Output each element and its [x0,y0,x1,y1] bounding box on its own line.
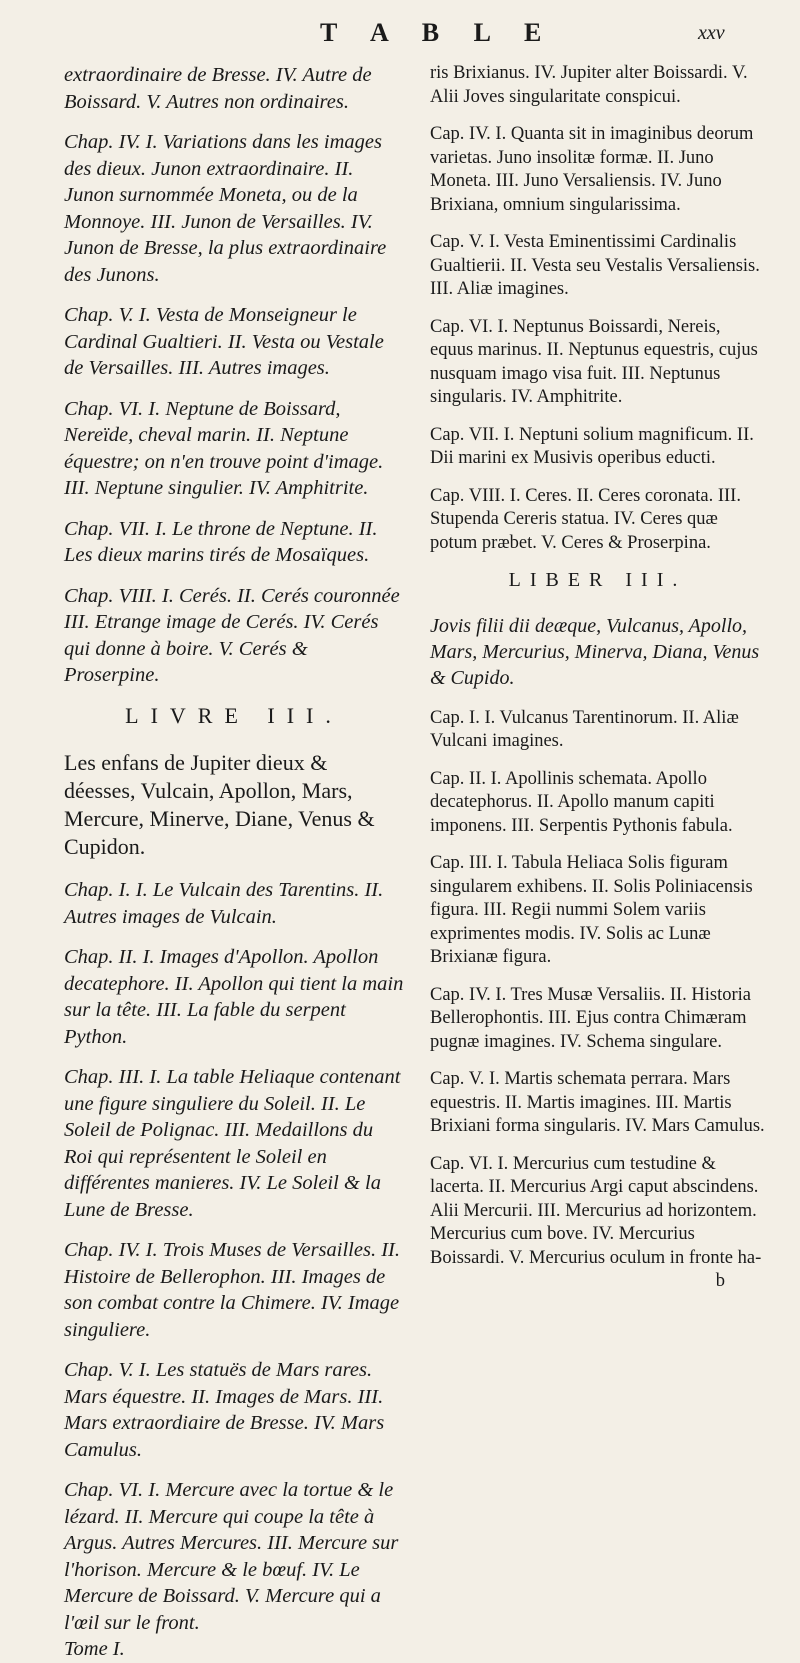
entry-liber3-cap-2: Cap. II. I. Apollinis schemata. Apollo decatephorus. II. Apollo manum capiti imponens. III. Serpentis Pythonis fabula. [430,768,733,836]
entry-chap-7: Chap. VII. I. Le throne de Neptune. II. Les dieux marins tirés de Mosaïques. [64,517,378,566]
book-summary-latin: Jovis filii dii deæque, Vulcanus, Apollo, Mars, Mercurius, Minerva, Diana, Venus & Cupido. [430,614,760,689]
entry-liber3-cap-3: Cap. III. I. Tabula Heliaca Solis figuram singularem exhibens. II. Solis Poliniacensis figura. III. Regii nummi Solem variis exprimentes modis. IV. Solis ac Lunæ Brixianæ figura. [430,853,753,967]
entry-cap-8: Cap. VIII. I. Ceres. II. Ceres coronata. III. Stupenda Cereris statua. IV. Ceres quæ potum præbet. V. Ceres & Proserpina. [430,485,741,553]
entry-book3-chap-4: Chap. IV. I. Trois Muses de Versailles. II. Histoire de Bellerophon. III. Images de son combat contre la Chimere. IV. Image singuliere. [64,1239,400,1341]
header-title: T A B L E [320,18,556,47]
page-number: xxv [698,22,725,44]
entry-chap-6: Chap. VI. I. Neptune de Boissard, Nereïde, cheval marin. II. Neptune équestre; on n'en trouve point d'image. III. Neptune singulier. IV. Amphitrite. [64,397,384,499]
entry-intro-latin: ris Brixianus. IV. Jupiter alter Boissardi. V. Alii Joves singularitate conspicui. [430,63,748,107]
entry-liber3-cap-5: Cap. V. I. Martis schemata perrara. Mars equestris. II. Martis imagines. III. Martis Brixiani forma singularis. IV. Mars Camulus. [430,1069,765,1136]
entry-chap-5: Chap. V. I. Vesta de Monseigneur le Cardinal Gualtieri. II. Vesta ou Vestale de Versailles. III. Autres images. [64,304,384,379]
running-header [0,18,800,58]
book-heading-latin: LIBER III. [508,569,687,591]
latin-column [430,62,765,1294]
volume-label: Tome I. [64,1638,125,1660]
signature-mark: b [715,1271,725,1291]
entry-book3-chap-5: Chap. V. I. Les statuës de Mars rares. Mars équestre. II. Images de Mars. III. Mars extraordiaire de Bresse. IV. Mars Camulus. [64,1359,385,1461]
entry-liber3-cap-4: Cap. IV. I. Tres Musæ Versaliis. II. Historia Bellerophontis. III. Ejus contra Chimæram pugnæ imagines. IV. Schema singulare. [430,984,752,1052]
book-summary: Les enfans de Jupiter dieux & déesses, Vulcain, Apollon, Mars, Mercure, Minerve, Diane, Venus & Cupidon. [64,750,375,859]
entry-intro: extraordinaire de Bresse. IV. Autre de Boissard. V. Autres non ordinaires. [64,64,372,113]
entry-chap-4: Chap. IV. I. Variations dans les images des dieux. Junon extraordinaire. II. Junon surnommée Moneta, ou de la Monnoye. III. Junon de Versailles. IV. Junon de Bresse, la plus extraordinaire des Junons. [64,131,387,286]
entry-book3-chap-3: Chap. III. I. La table Heliaque contenant une figure singuliere du Soleil. II. Le Soleil de Polignac. III. Medaillons du Roi qui représentent le Soleil en différentes manieres. IV. Le Soleil & la Lune de Bresse. [64,1066,401,1221]
entry-liber3-cap-1: Cap. I. I. Vulcanus Tarentinorum. II. Aliæ Vulcani imagines. [430,707,739,751]
entry-book3-chap-2: Chap. II. I. Images d'Apollon. Apollon decatephore. II. Apollon qui tient la main sur la tête. III. La fable du serpent Python. [64,946,404,1048]
entry-cap-4: Cap. IV. I. Quanta sit in imaginibus deorum varietas. Juno insolitæ formæ. II. Juno Moneta. III. Juno Versaliensis. IV. Juno Brixiana, omnium singularissima. [430,124,754,215]
french-column [64,62,404,1663]
entry-cap-6: Cap. VI. I. Neptunus Boissardi, Nereis, equus marinus. II. Neptunus equestris, cujus nusquam imago visa fuit. III. Neptunus singularis. IV. Amphitrite. [430,316,758,407]
entry-cap-5: Cap. V. I. Vesta Eminentissimi Cardinalis Gualtierii. II. Vesta seu Vestalis Versaliensis. III. Aliæ imagines. [430,232,760,299]
entry-book3-chap-1: Chap. I. I. Le Vulcain des Tarentins. II. Autres images de Vulcain. [64,879,384,928]
entry-liber3-cap-6: Cap. VI. I. Mercurius cum testudine & lacerta. II. Mercurius Argi caput abscindens. Alii Mercurii. III. Mercurius ad horizontem. Mercurius cum bove. IV. Mercurius Boissardi. V. Mercurius oculum in fronte ha- [430,1153,762,1268]
entry-book3-chap-6: Chap. VI. I. Mercure avec la tortue & le lézard. II. Mercure qui coupe la tête à Argus. Autres Mercures. III. Mercure sur l'horison. Mercure & le bœuf. IV. Le Mercure de Boissard. V. Mercure qui a l'œil sur le front. [64,1479,399,1634]
book-heading: LIVRE III. [125,702,343,728]
entry-chap-8: Chap. VIII. I. Cerés. II. Cerés couronnée III. Etrange image de Cerés. IV. Cerés qui donne à boire. V. Cerés & Proserpine. [64,584,400,686]
entry-cap-7: Cap. VII. I. Neptuni solium magnificum. II. Dii marini ex Musivis operibus educti. [430,424,754,468]
